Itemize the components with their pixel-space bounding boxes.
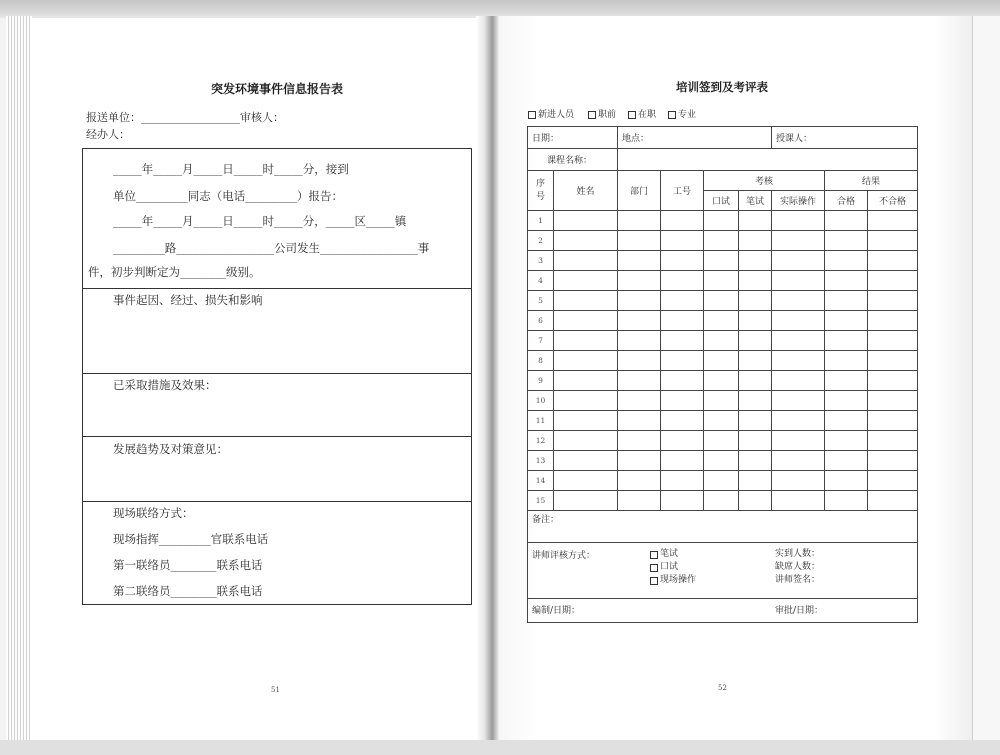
oral-cell <box>704 271 739 291</box>
practical-cell <box>772 211 825 231</box>
oral-cell <box>704 371 739 391</box>
fail-cell <box>868 271 918 291</box>
remarks-row <box>528 511 918 543</box>
written-cell <box>739 271 772 291</box>
trend-section <box>83 436 471 501</box>
oral-cell <box>704 231 739 251</box>
report-line: 件，初步判断定为________级别。 <box>88 265 261 279</box>
evaluation-methods <box>650 548 696 587</box>
lecturer-cell: 授课人： <box>772 127 918 149</box>
evaluation-method-option <box>650 548 696 561</box>
table-row <box>528 351 918 371</box>
attendance-label: 实到人数： <box>775 549 821 559</box>
cause-label: 事件起因、经过、损失和影响 <box>113 293 263 307</box>
practical-cell <box>772 351 825 371</box>
contact-line: 现场指挥_________官联系电话 <box>113 532 269 546</box>
checkbox-icon <box>588 111 596 119</box>
oral-cell <box>704 331 739 351</box>
signoff-content <box>528 599 917 622</box>
table-row <box>528 431 918 451</box>
practical-cell <box>772 311 825 331</box>
submit-unit-line: 报送单位：__________________审核人： <box>86 111 284 124</box>
name-cell <box>554 271 618 291</box>
fail-cell <box>868 431 918 451</box>
fail-cell <box>868 311 918 331</box>
staff-id-cell <box>661 451 704 471</box>
name-cell <box>554 431 618 451</box>
contact-section <box>83 501 471 605</box>
pass-cell <box>825 351 868 371</box>
report-line: _____年_____月_____日_____时_____分，接到 <box>113 162 349 176</box>
training-type-label: 在职 <box>638 110 657 120</box>
seq-cell: 5 <box>528 291 554 311</box>
location-cell: 地点： <box>618 127 772 149</box>
dept-cell <box>618 411 661 431</box>
written-cell <box>739 451 772 471</box>
pass-cell <box>825 491 868 511</box>
staff-id-cell <box>661 471 704 491</box>
training-type-option <box>668 109 696 121</box>
measures-section <box>83 373 471 436</box>
table-head <box>528 127 918 211</box>
seq-cell: 1 <box>528 211 554 231</box>
practical-cell <box>772 451 825 471</box>
checkbox-icon <box>650 564 658 572</box>
practical-cell <box>772 391 825 411</box>
staff-id-cell <box>661 311 704 331</box>
pass-cell <box>825 271 868 291</box>
approved-date-label: 审批/日期： <box>775 606 824 616</box>
fail-header: 不合格 <box>868 191 918 211</box>
seq-cell: 6 <box>528 311 554 331</box>
date-cell: 日期： <box>528 127 618 149</box>
staff-id-cell <box>661 211 704 231</box>
oral-cell <box>704 291 739 311</box>
written-cell <box>739 351 772 371</box>
name-cell <box>554 211 618 231</box>
trend-label: 发展趋势及对策意见： <box>113 442 228 456</box>
scan-bottom-edge <box>0 740 1000 755</box>
evaluation-method-label: 笔试 <box>660 549 679 559</box>
dept-cell <box>618 311 661 331</box>
page-edge-stack <box>6 16 32 742</box>
training-type-option <box>528 109 588 121</box>
evaluation-label: 讲师评核方式： <box>532 551 596 561</box>
staff-id-cell <box>661 371 704 391</box>
name-header: 姓名 <box>554 171 618 211</box>
oral-cell <box>704 491 739 511</box>
staff-id-cell <box>661 351 704 371</box>
seq-cell: 8 <box>528 351 554 371</box>
pass-cell <box>825 411 868 431</box>
name-cell <box>554 311 618 331</box>
training-type-option <box>628 109 668 121</box>
name-cell <box>554 251 618 271</box>
written-cell <box>739 411 772 431</box>
checkbox-icon <box>650 551 658 559</box>
table-row <box>528 411 918 431</box>
name-cell <box>554 331 618 351</box>
name-cell <box>554 471 618 491</box>
fail-cell <box>868 411 918 431</box>
report-line: 单位_________同志（电话_________）报告： <box>113 189 343 203</box>
seq-cell: 12 <box>528 431 554 451</box>
practical-cell <box>772 331 825 351</box>
pass-cell <box>825 311 868 331</box>
evaluation-method-option <box>650 574 696 587</box>
practical-cell <box>772 291 825 311</box>
seq-cell: 13 <box>528 451 554 471</box>
table-footer <box>528 511 918 623</box>
written-header: 笔试 <box>739 191 772 211</box>
pass-cell <box>825 451 868 471</box>
incident-report-form <box>82 148 472 605</box>
dept-cell <box>618 371 661 391</box>
contact-label: 现场联络方式： <box>113 506 194 520</box>
evaluation-row <box>528 543 918 599</box>
seq-cell: 14 <box>528 471 554 491</box>
seq-header-label: 序号 <box>535 178 545 202</box>
oral-cell <box>704 211 739 231</box>
evaluation-method-option <box>650 561 696 574</box>
name-cell <box>554 371 618 391</box>
dept-header: 部门 <box>618 171 661 211</box>
checkbox-icon <box>668 111 676 119</box>
table-row <box>528 471 918 491</box>
seq-cell: 3 <box>528 251 554 271</box>
table-row <box>528 371 918 391</box>
report-summary-section <box>83 149 471 288</box>
oral-cell <box>704 451 739 471</box>
staff-id-cell <box>661 271 704 291</box>
fail-cell <box>868 331 918 351</box>
dept-cell <box>618 351 661 371</box>
oral-cell <box>704 431 739 451</box>
oral-cell <box>704 411 739 431</box>
dept-cell <box>618 471 661 491</box>
contact-line: 第二联络员________联系电话 <box>113 584 263 598</box>
name-cell <box>554 451 618 471</box>
evaluation-content <box>528 543 917 598</box>
oral-cell <box>704 471 739 491</box>
practical-cell <box>772 471 825 491</box>
pass-cell <box>825 371 868 391</box>
dept-cell <box>618 231 661 251</box>
name-cell <box>554 351 618 371</box>
fail-cell <box>868 251 918 271</box>
pass-cell <box>825 331 868 351</box>
fail-cell <box>868 211 918 231</box>
fail-cell <box>868 391 918 411</box>
pass-cell <box>825 251 868 271</box>
table-row <box>528 127 918 149</box>
seq-cell: 2 <box>528 231 554 251</box>
contact-line: 第一联络员________联系电话 <box>113 558 263 572</box>
training-type-label: 职前 <box>598 110 617 120</box>
name-cell <box>554 411 618 431</box>
checkbox-icon <box>628 111 636 119</box>
oral-cell <box>704 311 739 331</box>
staff-id-cell <box>661 251 704 271</box>
practical-cell <box>772 491 825 511</box>
absence-label: 缺席人数： <box>775 562 821 572</box>
table-row <box>528 149 918 171</box>
fail-cell <box>868 491 918 511</box>
right-page-title: 培训签到及考评表 <box>676 80 768 94</box>
assessment-header: 考核 <box>704 171 825 191</box>
table-header-row <box>528 171 918 191</box>
written-cell <box>739 251 772 271</box>
practical-cell <box>772 371 825 391</box>
oral-cell <box>704 351 739 371</box>
name-cell <box>554 491 618 511</box>
practical-cell <box>772 251 825 271</box>
signoff-cell <box>528 599 918 623</box>
practical-cell <box>772 431 825 451</box>
dept-cell <box>618 391 661 411</box>
dept-cell <box>618 491 661 511</box>
written-cell <box>739 331 772 351</box>
pass-cell <box>825 391 868 411</box>
course-name-cell: 课程名称： <box>528 149 618 171</box>
seq-cell: 10 <box>528 391 554 411</box>
table-row <box>528 391 918 411</box>
seq-cell: 15 <box>528 491 554 511</box>
remarks-cell <box>528 511 918 543</box>
report-line: _________路_________________公司发生_________________事 <box>113 241 430 255</box>
fail-cell <box>868 351 918 371</box>
written-cell <box>739 471 772 491</box>
table-row <box>528 291 918 311</box>
handler-label: 经办人： <box>86 128 130 141</box>
fail-cell <box>868 451 918 471</box>
staff-id-header: 工号 <box>661 171 704 211</box>
oral-cell <box>704 391 739 411</box>
written-cell <box>739 211 772 231</box>
evaluation-method-label: 现场操作 <box>660 575 697 585</box>
pass-header: 合格 <box>825 191 868 211</box>
lecturer-signature-label: 讲师签名： <box>775 575 821 585</box>
table-row <box>528 491 918 511</box>
table-row <box>528 231 918 251</box>
training-type-label: 专业 <box>678 110 697 120</box>
evaluation-method-label: 口试 <box>660 562 679 572</box>
table-body <box>528 211 918 511</box>
book-gutter-shadow <box>476 16 500 742</box>
pass-cell <box>825 211 868 231</box>
pass-cell <box>825 231 868 251</box>
name-cell <box>554 291 618 311</box>
staff-id-cell <box>661 331 704 351</box>
cause-section <box>83 288 471 373</box>
checkbox-icon <box>528 111 536 119</box>
remarks-label: 备注： <box>532 515 560 525</box>
written-cell <box>739 231 772 251</box>
signoff-row <box>528 599 918 623</box>
scan-right-edge <box>972 16 1000 742</box>
staff-id-cell <box>661 391 704 411</box>
practical-header: 实际操作 <box>772 191 825 211</box>
dept-cell <box>618 211 661 231</box>
pass-cell <box>825 431 868 451</box>
table-row <box>528 251 918 271</box>
pass-cell <box>825 471 868 491</box>
table-row <box>528 311 918 331</box>
staff-id-cell <box>661 291 704 311</box>
prepared-date-label: 编制/日期： <box>532 606 581 616</box>
written-cell <box>739 491 772 511</box>
left-page-number: 51 <box>271 686 280 694</box>
seq-header <box>528 171 554 211</box>
evaluation-stats <box>775 548 820 587</box>
training-type-options <box>528 109 696 121</box>
dept-cell <box>618 331 661 351</box>
practical-cell <box>772 411 825 431</box>
fail-cell <box>868 371 918 391</box>
right-page-number: 52 <box>718 684 727 692</box>
table-row <box>528 271 918 291</box>
practical-cell <box>772 271 825 291</box>
dept-cell <box>618 431 661 451</box>
left-page-title: 突发环境事件信息报告表 <box>210 82 343 96</box>
fail-cell <box>868 231 918 251</box>
written-cell <box>739 291 772 311</box>
oral-header: 口试 <box>704 191 739 211</box>
training-type-option <box>588 109 628 121</box>
checkbox-icon <box>650 577 658 585</box>
staff-id-cell <box>661 231 704 251</box>
staff-id-cell <box>661 411 704 431</box>
staff-id-cell <box>661 491 704 511</box>
name-cell <box>554 231 618 251</box>
table-row <box>528 211 918 231</box>
name-cell <box>554 391 618 411</box>
pass-cell <box>825 291 868 311</box>
dept-cell <box>618 451 661 471</box>
fail-cell <box>868 291 918 311</box>
written-cell <box>739 431 772 451</box>
written-cell <box>739 391 772 411</box>
report-line: _____年_____月_____日_____时_____分，_____区_____镇 <box>113 214 407 228</box>
result-header: 结果 <box>825 171 918 191</box>
dept-cell <box>618 271 661 291</box>
seq-cell: 11 <box>528 411 554 431</box>
oral-cell <box>704 251 739 271</box>
seq-cell: 7 <box>528 331 554 351</box>
table-row <box>528 451 918 471</box>
training-type-label: 新进人员 <box>538 110 575 120</box>
dept-cell <box>618 251 661 271</box>
written-cell <box>739 311 772 331</box>
table-row <box>528 331 918 351</box>
course-name-value-cell <box>618 149 918 171</box>
training-signin-table <box>527 126 918 623</box>
staff-id-cell <box>661 431 704 451</box>
practical-cell <box>772 231 825 251</box>
evaluation-cell <box>528 543 918 599</box>
fail-cell <box>868 471 918 491</box>
written-cell <box>739 371 772 391</box>
dept-cell <box>618 291 661 311</box>
measures-label: 已采取措施及效果： <box>113 378 217 392</box>
seq-cell: 9 <box>528 371 554 391</box>
seq-cell: 4 <box>528 271 554 291</box>
